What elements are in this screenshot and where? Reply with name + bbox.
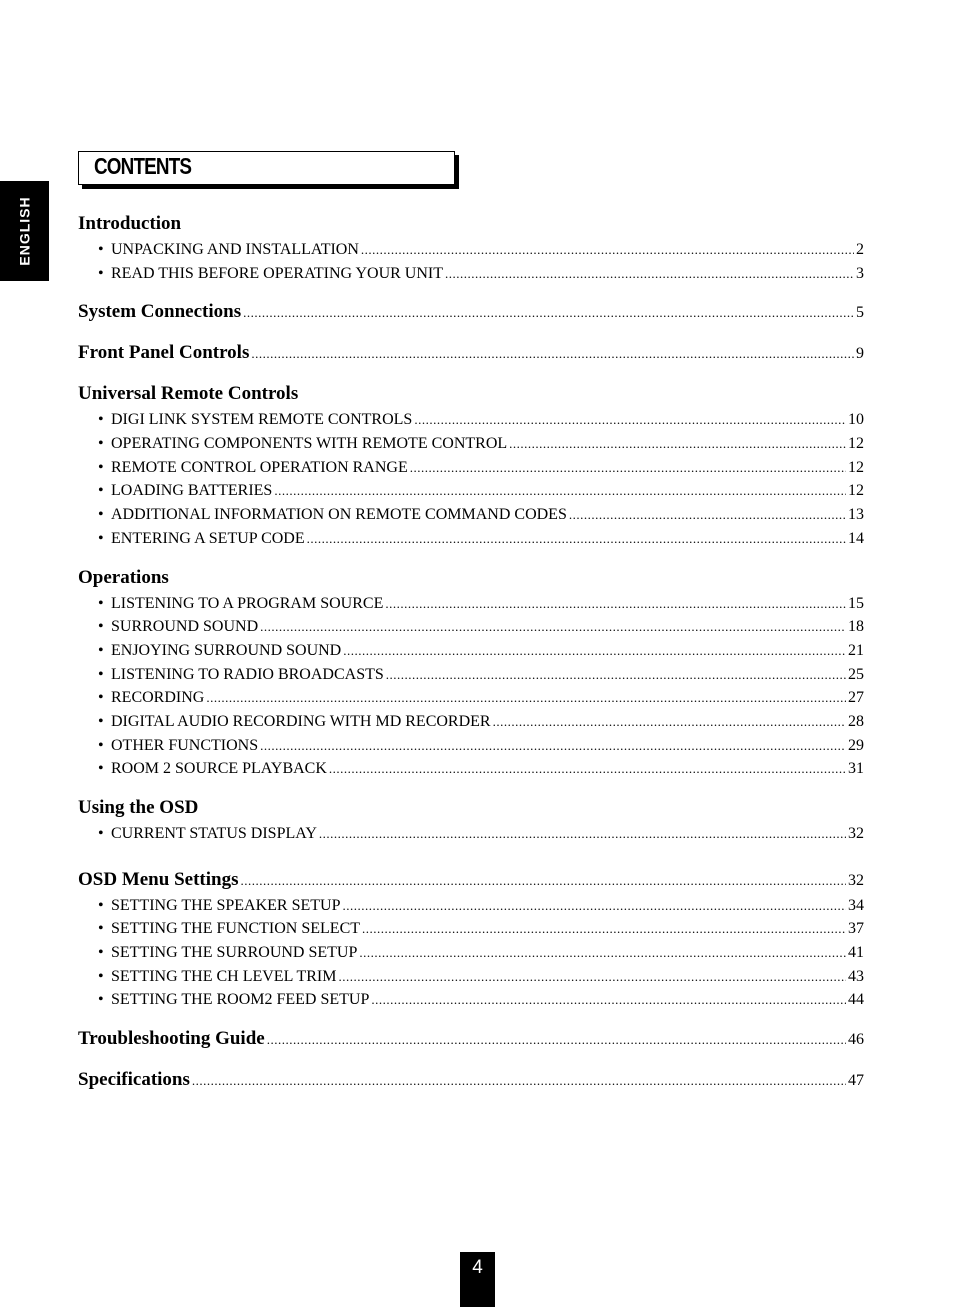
bullet-icon: • [98, 896, 104, 914]
bullet-icon: • [98, 241, 104, 258]
toc-item[interactable] [98, 639, 864, 663]
toc-item-page-number: 12 [848, 435, 864, 453]
dot-leader [240, 867, 846, 895]
contents-title-box [78, 151, 455, 185]
toc-item-label: OPERATING COMPONENTS WITH REMOTE CONTROL [111, 435, 508, 453]
toc-item-label: RECORDING [111, 689, 205, 707]
toc-item-label: CURRENT STATUS DISPLAY [111, 825, 317, 842]
toc-item-label: ADDITIONAL INFORMATION ON REMOTE COMMAND CODES [111, 506, 567, 524]
toc-item[interactable] [98, 710, 864, 734]
section-page-number: 46 [848, 1031, 864, 1049]
dot-leader [243, 299, 854, 327]
toc-item-page-number: 15 [848, 594, 864, 612]
section-heading[interactable] [78, 210, 864, 238]
section-title: System Connections [78, 301, 242, 323]
toc-item[interactable] [98, 941, 864, 965]
bullet-icon: • [98, 506, 104, 524]
bullet-icon: • [98, 825, 104, 842]
toc-item[interactable] [98, 686, 864, 710]
toc-item-label: SETTING THE SURROUND SETUP [111, 944, 358, 962]
language-tab-label: ENGLISH [16, 196, 33, 266]
page-title: CONTENTS [94, 153, 192, 179]
toc-item-label: SETTING THE FUNCTION SELECT [111, 920, 361, 938]
dot-leader [361, 238, 854, 262]
toc-item-page-number: 12 [848, 482, 864, 500]
bullet-icon: • [98, 618, 104, 636]
dot-leader [414, 408, 846, 432]
section-page-number: 32 [848, 871, 864, 889]
toc-item-label: ENJOYING SURROUND SOUND [111, 641, 342, 659]
table-of-contents [78, 210, 864, 1094]
section-heading[interactable] [78, 794, 864, 822]
toc-item-label: SETTING THE CH LEVEL TRIM [111, 967, 337, 985]
toc-item-page-number: 18 [848, 618, 864, 636]
bullet-icon: • [98, 736, 104, 754]
toc-item-label: SETTING THE SPEAKER SETUP [111, 896, 341, 914]
language-tab [0, 181, 49, 281]
toc-item-page-number: 37 [848, 920, 864, 938]
bullet-icon: • [98, 689, 104, 707]
section-heading[interactable] [78, 1025, 864, 1053]
dot-leader [362, 917, 846, 941]
dot-leader [410, 456, 846, 480]
toc-item-page-number: 12 [848, 458, 864, 476]
section-item-list [78, 592, 864, 782]
toc-item-page-number: 27 [848, 689, 864, 707]
toc-item-page-number: 2 [856, 241, 864, 258]
toc-item[interactable] [98, 663, 864, 687]
toc-item-label: LISTENING TO A PROGRAM SOURCE [111, 594, 384, 612]
dot-leader [343, 639, 846, 663]
section-heading[interactable] [78, 1066, 864, 1094]
section-title: Introduction [78, 213, 182, 234]
dot-leader [386, 663, 846, 687]
toc-item-label: LISTENING TO RADIO BROADCASTS [111, 665, 384, 683]
toc-item[interactable] [98, 479, 864, 503]
toc-item[interactable] [98, 456, 864, 480]
bullet-icon: • [98, 760, 104, 778]
section-page-number: 47 [848, 1072, 864, 1090]
toc-item-label: ENTERING A SETUP CODE [111, 529, 305, 547]
toc-item[interactable] [98, 503, 864, 527]
bullet-icon: • [98, 641, 104, 659]
toc-item-label: UNPACKING AND INSTALLATION [111, 241, 359, 258]
toc-item-page-number: 34 [848, 896, 864, 914]
section-title: Specifications [78, 1069, 190, 1091]
toc-item-page-number: 14 [848, 529, 864, 547]
bullet-icon: • [98, 920, 104, 938]
toc-item[interactable] [98, 238, 864, 262]
dot-leader [251, 340, 854, 368]
toc-section [78, 210, 864, 285]
dot-leader [371, 988, 846, 1012]
toc-item-page-number: 25 [848, 665, 864, 683]
toc-item-label: OTHER FUNCTIONS [111, 736, 259, 754]
dot-leader [274, 479, 846, 503]
bullet-icon: • [98, 529, 104, 547]
toc-item[interactable] [98, 965, 864, 989]
bullet-icon: • [98, 944, 104, 962]
toc-item[interactable] [98, 408, 864, 432]
toc-section [78, 1025, 864, 1053]
toc-item-page-number: 10 [848, 411, 864, 429]
toc-item-label: ROOM 2 SOURCE PLAYBACK [111, 760, 327, 778]
section-page-number: 5 [856, 304, 864, 322]
bullet-icon: • [98, 712, 104, 730]
bullet-icon: • [98, 594, 104, 612]
dot-leader [260, 615, 846, 639]
toc-item[interactable] [98, 592, 864, 616]
section-item-list [78, 822, 864, 846]
dot-leader [385, 592, 846, 616]
toc-item[interactable] [98, 894, 864, 918]
toc-section [78, 1066, 864, 1094]
toc-section [78, 380, 864, 550]
toc-item-label: REMOTE CONTROL OPERATION RANGE [111, 458, 408, 476]
dot-leader [493, 710, 846, 734]
section-title: Troubleshooting Guide [78, 1028, 265, 1050]
toc-item-page-number: 29 [848, 736, 864, 754]
section-heading[interactable] [78, 564, 864, 592]
dot-leader [319, 822, 846, 846]
toc-item-page-number: 13 [848, 506, 864, 524]
dot-leader [329, 757, 846, 781]
section-heading[interactable] [78, 866, 864, 894]
section-item-list [78, 894, 864, 1012]
toc-section [78, 866, 864, 1012]
dot-leader [307, 527, 846, 551]
dot-leader [359, 941, 846, 965]
dot-leader [509, 432, 846, 456]
toc-item[interactable] [98, 734, 864, 758]
dot-leader [569, 503, 846, 527]
bullet-icon: • [98, 264, 104, 282]
section-title: Universal Remote Controls [78, 383, 299, 405]
dot-leader [260, 734, 846, 758]
toc-item-page-number: 43 [848, 967, 864, 985]
bullet-icon: • [98, 411, 104, 429]
bullet-icon: • [98, 991, 104, 1009]
toc-item-label: SETTING THE ROOM2 FEED SETUP [111, 991, 370, 1009]
dot-leader [206, 686, 846, 710]
toc-section [78, 794, 864, 846]
bullet-icon: • [98, 482, 104, 500]
toc-section [78, 564, 864, 782]
toc-section [78, 298, 864, 326]
section-title: Front Panel Controls [78, 342, 250, 364]
page-number: 4 [460, 1252, 495, 1307]
dot-leader [267, 1026, 846, 1054]
toc-item[interactable] [98, 527, 864, 551]
toc-item[interactable] [98, 432, 864, 456]
toc-item[interactable] [98, 757, 864, 781]
toc-item[interactable] [98, 988, 864, 1012]
section-heading[interactable] [78, 339, 864, 367]
toc-item-label: LOADING BATTERIES [111, 482, 273, 500]
dot-leader [445, 262, 854, 286]
section-page-number: 9 [856, 345, 864, 363]
toc-section [78, 339, 864, 367]
dot-leader [343, 894, 847, 918]
toc-item-page-number: 32 [848, 825, 864, 842]
section-title: OSD Menu Settings [78, 868, 239, 890]
bullet-icon: • [98, 665, 104, 683]
toc-item-page-number: 28 [848, 712, 864, 730]
section-title: Using the OSD [78, 797, 199, 818]
bullet-icon: • [98, 967, 104, 985]
bullet-icon: • [98, 458, 104, 476]
section-heading[interactable] [78, 380, 864, 408]
section-item-list [78, 408, 864, 550]
toc-item-page-number: 41 [848, 944, 864, 962]
toc-item[interactable] [98, 262, 864, 286]
toc-item-page-number: 21 [848, 641, 864, 659]
dot-leader [338, 965, 846, 989]
dot-leader [192, 1067, 846, 1095]
toc-item-label: DIGITAL AUDIO RECORDING WITH MD RECORDER [111, 712, 491, 730]
toc-item-label: READ THIS BEFORE OPERATING YOUR UNIT [111, 264, 444, 282]
bullet-icon: • [98, 435, 104, 453]
toc-item[interactable] [98, 615, 864, 639]
toc-item-label: SURROUND SOUND [111, 618, 259, 636]
toc-item[interactable] [98, 917, 864, 941]
toc-item-page-number: 44 [848, 991, 864, 1009]
section-title: Operations [78, 566, 169, 588]
section-item-list [78, 238, 864, 285]
toc-item-label: DIGI LINK SYSTEM REMOTE CONTROLS [111, 411, 413, 429]
toc-item[interactable] [98, 822, 864, 846]
toc-item-page-number: 3 [856, 264, 864, 282]
toc-item-page-number: 31 [848, 760, 864, 778]
section-heading[interactable] [78, 298, 864, 326]
